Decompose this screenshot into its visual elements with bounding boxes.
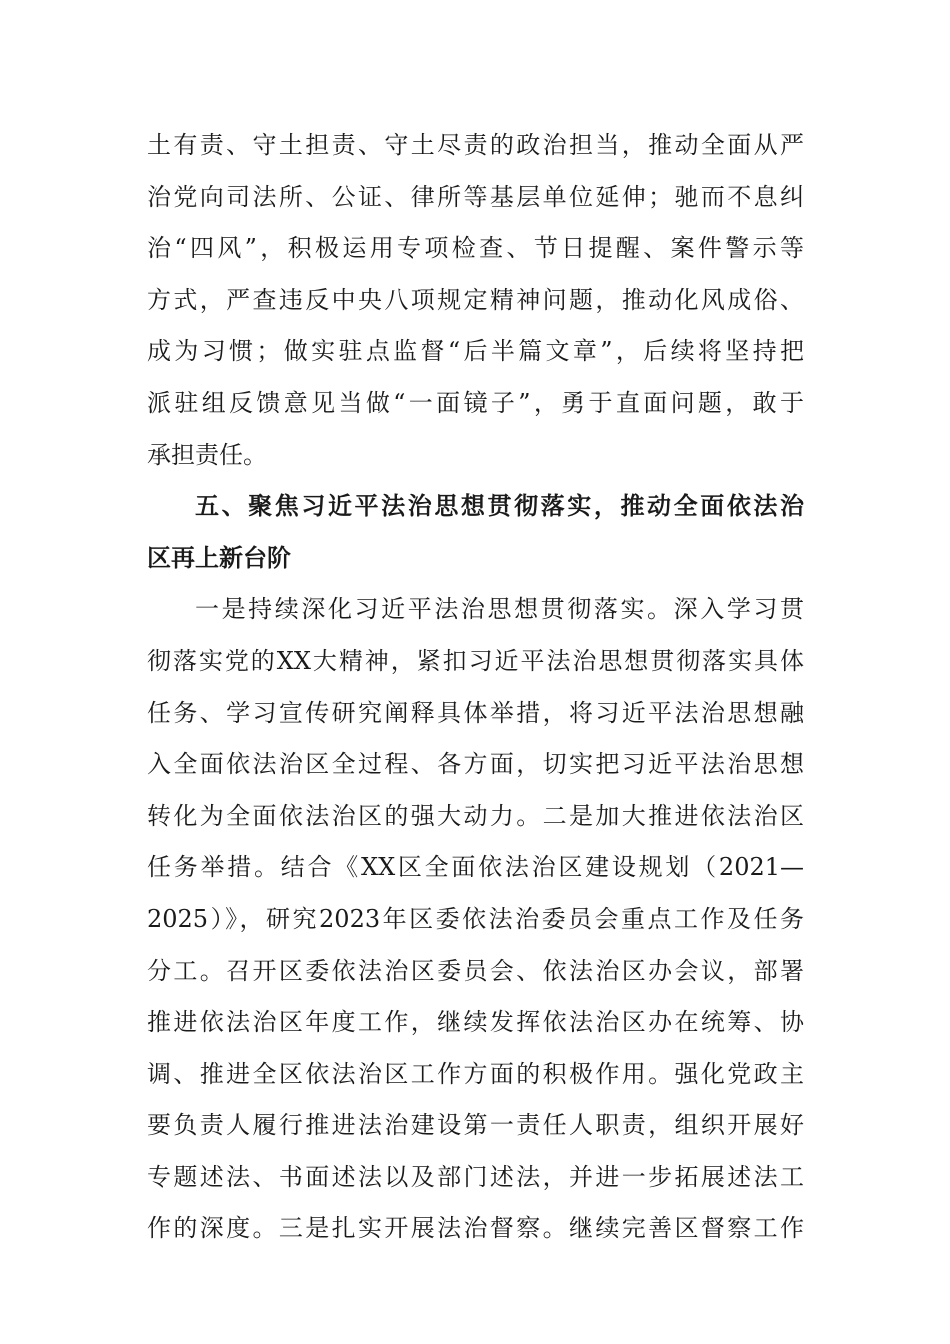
text-line: 土有责、守土担责、守土尽责的政治担当，推动全面从严 <box>147 131 804 159</box>
text-line: 调、推进全区依法治区工作方面的积极作用。强化党政主 <box>147 1059 804 1088</box>
paragraph-rule-of-law <box>147 584 804 1255</box>
heading-line: 区再上新台阶 <box>147 543 291 572</box>
text-line: 任务、学习宣传研究阐释具体举措，将习近平法治思想融 <box>147 698 804 727</box>
text-line: 任务举措。结合《XX区全面依法治区建设规划（2021— <box>147 853 804 882</box>
text-line: 入全面依法治区全过程、各方面，切实把习近平法治思想 <box>147 750 804 779</box>
text-line: 转化为全面依法治区的强大动力。二是加大推进依法治区 <box>147 801 804 830</box>
text-line: 分工。召开区委依法治区委员会、依法治区办会议，部署 <box>147 956 804 985</box>
document-body <box>147 120 804 1255</box>
text-line: 方式，严查违反中央八项规定精神问题，推动化风成俗、 <box>147 285 804 314</box>
text-line: 成为习惯；做实驻点监督“后半篇文章”，后续将坚持把 <box>147 337 804 366</box>
section-heading-5 <box>147 481 804 584</box>
text-line: 派驻组反馈意见当做“一面镜子”，勇于直面问题，敢于 <box>147 388 804 417</box>
text-line: 作的深度。三是扎实开展法治督察。继续完善区督察工作 <box>147 1214 804 1243</box>
text-line: 彻落实党的XX大精神，紧扣习近平法治思想贯彻落实具体 <box>147 646 804 675</box>
text-line: 一是持续深化习近平法治思想贯彻落实。深入学习贯 <box>195 595 804 624</box>
paragraph-party-discipline <box>147 120 804 481</box>
text-line: 治“四风”，积极运用专项检查、节日提醒、案件警示等 <box>147 234 804 263</box>
text-line: 专题述法、书面述法以及部门述法，并进一步拓展述法工 <box>147 1162 804 1191</box>
text-line: 承担责任。 <box>147 440 267 469</box>
heading-line: 五、聚焦习近平法治思想贯彻落实，推动全面依法治 <box>195 492 804 521</box>
text-line: 治党向司法所、公证、律所等基层单位延伸；驰而不息纠 <box>147 182 804 211</box>
text-line: 推进依法治区年度工作，继续发挥依法治区办在统筹、协 <box>147 1008 804 1037</box>
text-line: 2025）》，研究2023年区委依法治委员会重点工作及任务 <box>147 904 804 933</box>
text-line: 要负责人履行推进法治建设第一责任人职责，组织开展好 <box>147 1111 804 1140</box>
